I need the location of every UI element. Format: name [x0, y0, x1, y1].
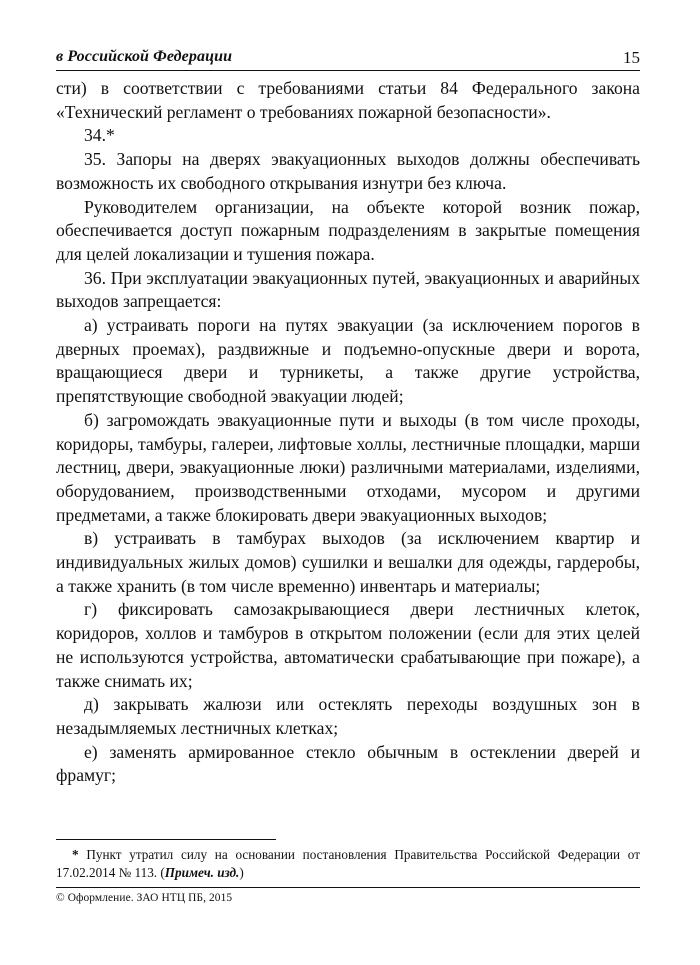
paragraph-subitem-a: а) устраивать пороги на путях эвакуации (за исключением порогов в дверных проемах), раздвижные и подъемно-опускные двери и ворота, вращающиеся двери и турникеты, а также другие устройства, препятствующие свободной эвакуации людей;: [56, 315, 640, 407]
footnote: [56, 846, 640, 881]
paragraph-manager-access: Руководителем организации, на объекте которой возник пожар, обеспечивается доступ пожарным подразделениям в закрытые помещения для целей локализации и тушения пожара.: [56, 196, 640, 264]
page-number: 15: [623, 48, 640, 67]
footnote-close: ): [239, 864, 244, 880]
footer-divider: [56, 887, 640, 888]
copyright-footer: © Оформление. ЗАО НТЦ ПБ, 2015: [56, 892, 233, 904]
paragraph-item-36: 36. При эксплуатации эвакуационных путей, эвакуационных и аварийных выходов запрещается:: [56, 267, 640, 312]
header-title: в Российской Федерации: [56, 48, 233, 65]
footnote-text: Пункт утратил силу на основании постановления Правительства Российской Федерации от 17.02.2014 № 113. (: [56, 847, 640, 880]
paragraph-subitem-g: г) фиксировать самозакрывающиеся двери лестничных клеток, коридоров, холлов и тамбуров в открытом положении (если для этих целей не используются устройства, автоматически срабатывающие при пожаре), а также снимать их;: [56, 599, 640, 691]
footnote-paragraph: [56, 846, 640, 881]
paragraph-subitem-e: е) заменять армированное стекло обычным в остеклении дверей и фрамуг;: [56, 741, 640, 786]
footnote-divider: [56, 839, 276, 840]
paragraph-item-34: 34.*: [84, 125, 115, 146]
paragraph-item-35: 35. Запоры на дверях эвакуационных выходов должны обеспечивать возможность их свободного открывания изнутри без ключа.: [56, 149, 640, 193]
footnote-publisher-note: Примеч. изд.: [164, 864, 240, 880]
body-text: [56, 77, 640, 788]
paragraph-subitem-v: в) устраивать в тамбурах выходов (за исключением квартир и индивидуальных жилых домов) сушилки и вешалки для одежды, гардеробы, а также хранить (в том числе временно) инвентарь и материалы;: [56, 528, 640, 596]
paragraph-subitem-b: б) загромождать эвакуационные пути и выходы (в том числе проходы, коридоры, тамбуры, галереи, лифтовые холлы, лестничные площадки, марши лестниц, двери, эвакуационные люки) различными материалами, изделиями, оборудованием, производственными отходами, мусором и другими предметами, а также блокировать двери эвакуационных выходов;: [56, 409, 640, 525]
running-header: [56, 44, 640, 71]
footnote-marker: *: [72, 847, 79, 862]
paragraph-continuation: сти) в соответствии с требованиями статьи 84 Федерального закона «Технический регламент о требованиях пожарной безопасности».: [56, 78, 640, 122]
paragraph-subitem-d: д) закрывать жалюзи или остеклять переходы воздушных зон в незадымляемых лестничных клетках;: [56, 694, 640, 738]
